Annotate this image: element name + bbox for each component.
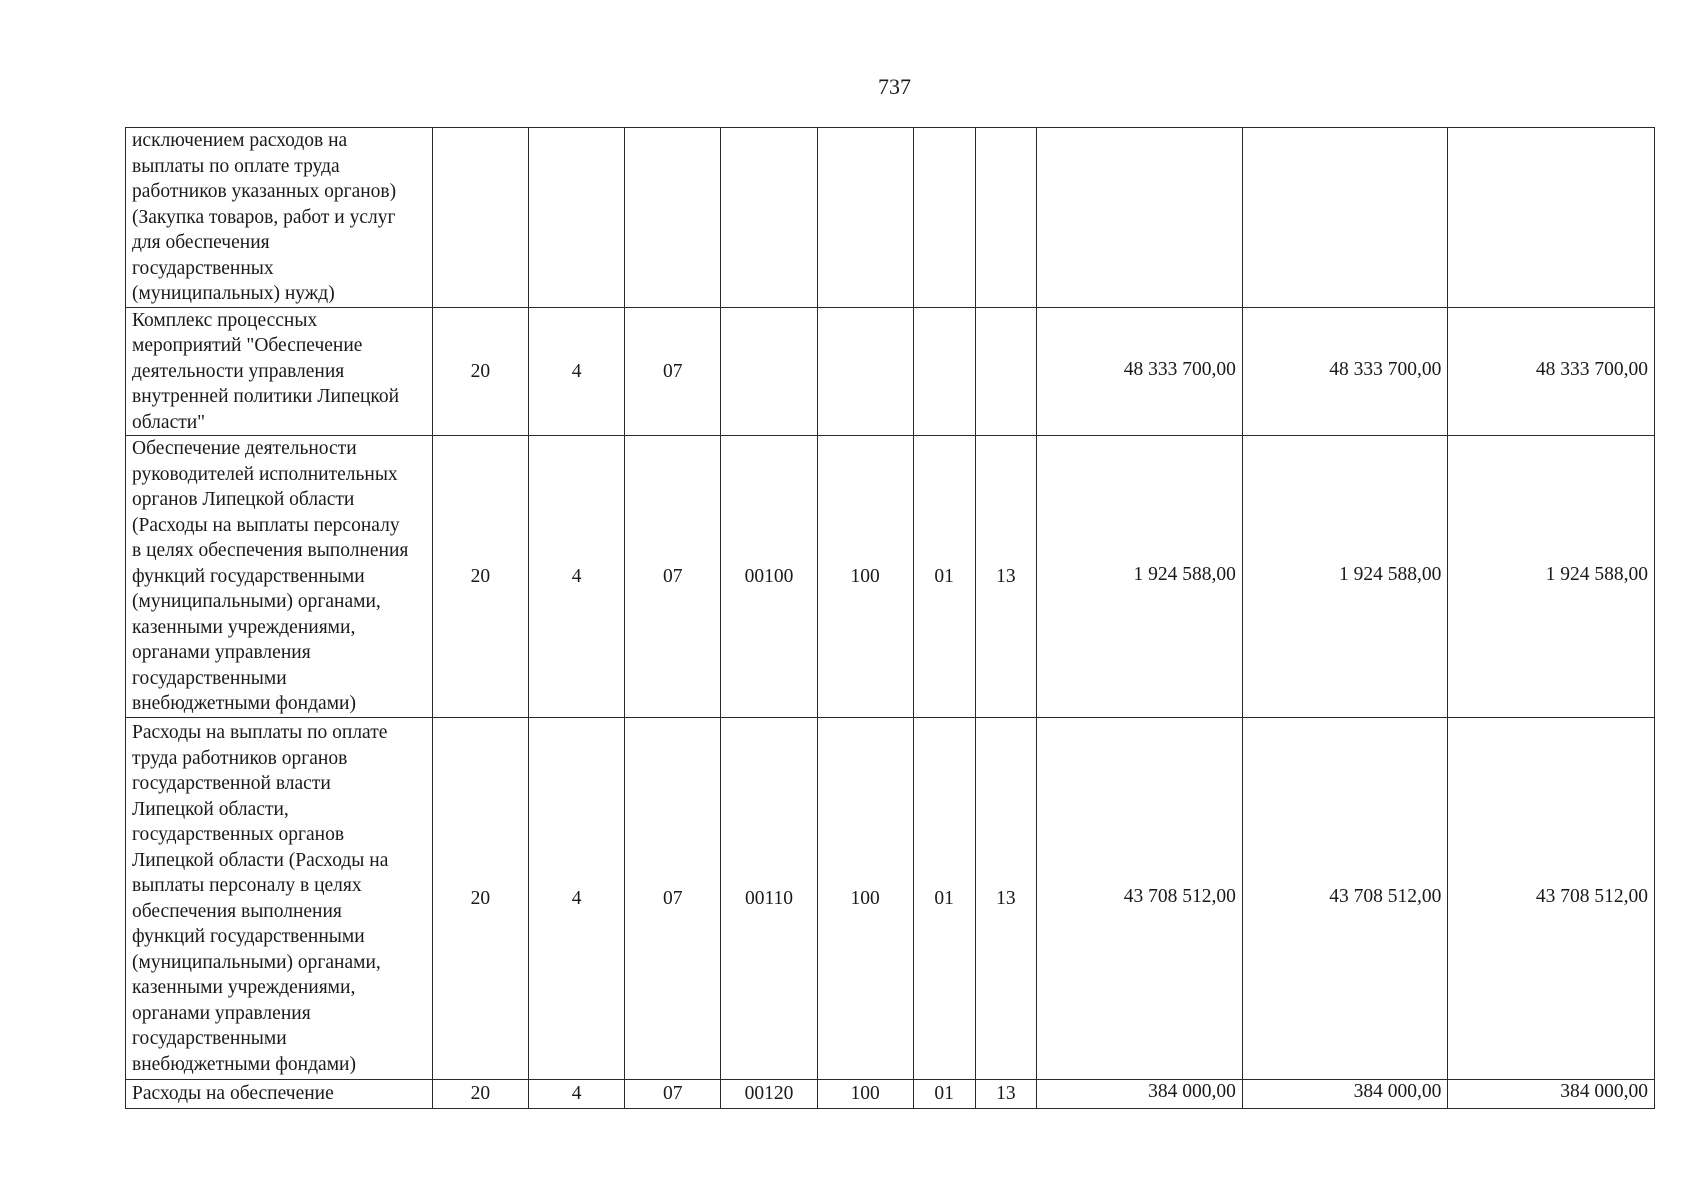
description-line: Липецкой области (Расходы на	[132, 849, 389, 871]
row-description	[126, 436, 433, 718]
amount-year-3	[1448, 1080, 1655, 1109]
description-line: государственных	[132, 257, 274, 279]
description-line: Расходы на выплаты по оплате	[132, 722, 388, 743]
description-line: Обеспечение деятельности	[132, 438, 357, 460]
code-gp: 20	[432, 307, 528, 436]
amount-year-3	[1448, 128, 1655, 308]
description-line: казенными учреждениями,	[132, 616, 356, 638]
description-line: деятельности управления	[132, 360, 345, 382]
amount-year-1	[1037, 1080, 1243, 1109]
code-direction	[721, 307, 817, 436]
row-description	[126, 307, 433, 436]
description-line: казенными учреждениями,	[132, 977, 356, 998]
code-section: 01	[913, 718, 975, 1080]
amount-value: 384 000,00	[1353, 1081, 1442, 1103]
amount-value: 1 924 588,00	[1133, 563, 1236, 585]
code-expense-type: 100	[817, 718, 913, 1080]
description-line: выплаты по оплате труда	[132, 155, 340, 177]
code-subprogram: 4	[529, 718, 625, 1080]
amount-year-1	[1037, 436, 1243, 718]
description-line: обеспечения выполнения	[132, 900, 342, 922]
amount-value: 1 924 588,00	[1545, 563, 1648, 585]
amount-year-2	[1242, 436, 1448, 718]
amount-year-3	[1448, 718, 1655, 1080]
description-line: (муниципальных) нужд)	[132, 283, 335, 304]
description-line: государственной власти	[132, 773, 331, 794]
amount-value: 43 708 512,00	[1329, 885, 1442, 907]
amount-year-2	[1242, 1080, 1448, 1109]
description-line: внебюджетными фондами)	[132, 693, 356, 715]
code-gp	[432, 128, 528, 308]
amount-year-1	[1037, 128, 1243, 308]
code-subprogram: 4	[529, 307, 625, 436]
description-line: Липецкой области,	[132, 798, 289, 820]
code-element: 07	[625, 1080, 721, 1109]
description-line: (муниципальными) органами,	[132, 951, 381, 973]
table-row	[126, 718, 1655, 1080]
description-line: (муниципальными) органами,	[132, 591, 381, 613]
description-line: государственных органов	[132, 824, 345, 845]
code-element: 07	[625, 718, 721, 1080]
amount-year-1	[1037, 307, 1243, 436]
code-gp: 20	[432, 1080, 528, 1109]
description-line: органов Липецкой области	[132, 489, 355, 511]
code-gp: 20	[432, 436, 528, 718]
code-gp: 20	[432, 718, 528, 1080]
code-subsection	[975, 307, 1037, 436]
amount-value: 1 924 588,00	[1339, 563, 1442, 585]
description-line: внутренней политики Липецкой	[132, 386, 400, 407]
page-number: 737	[878, 74, 911, 99]
budget-table	[125, 127, 1655, 1109]
amount-year-1	[1037, 718, 1243, 1080]
row-description	[126, 128, 433, 308]
code-subsection: 13	[975, 718, 1037, 1080]
amount-year-3	[1448, 307, 1655, 436]
amount-year-3	[1448, 436, 1655, 718]
code-subsection	[975, 128, 1037, 308]
description-line: органами управления	[132, 1002, 311, 1024]
description-line: исключением расходов на	[132, 130, 348, 151]
description-line: государственными	[132, 667, 287, 689]
code-subsection: 13	[975, 436, 1037, 718]
code-direction: 00100	[721, 436, 817, 718]
description-line: функций государственными	[132, 565, 365, 587]
description-line: Комплекс процессных	[132, 309, 318, 331]
amount-value: 48 333 700,00	[1535, 358, 1648, 380]
row-description	[126, 718, 433, 1080]
amount-year-2	[1242, 128, 1448, 308]
code-section: 01	[913, 436, 975, 718]
code-expense-type	[817, 307, 913, 436]
description-line: руководителей исполнительных	[132, 463, 398, 485]
table-row	[126, 307, 1655, 436]
table-row	[126, 1080, 1655, 1109]
description-line: мероприятий "Обеспечение	[132, 335, 363, 356]
code-element	[625, 128, 721, 308]
code-section: 01	[913, 1080, 975, 1109]
code-direction: 00110	[721, 718, 817, 1080]
amount-value: 384 000,00	[1560, 1081, 1648, 1103]
amount-year-2	[1242, 718, 1448, 1080]
table-row	[126, 128, 1655, 308]
amount-value: 43 708 512,00	[1123, 885, 1236, 907]
code-expense-type: 100	[817, 1080, 913, 1109]
amount-value: 48 333 700,00	[1329, 358, 1442, 380]
description-line: работников указанных органов)	[132, 181, 397, 202]
description-line: выплаты персоналу в целях	[132, 875, 362, 896]
code-subprogram	[529, 128, 625, 308]
description-line: функций государственными	[132, 926, 365, 947]
code-expense-type	[817, 128, 913, 308]
description-line: труда работников органов	[132, 747, 348, 769]
description-line: (Закупка товаров, работ и услуг	[132, 206, 396, 228]
description-line: органами управления	[132, 642, 311, 664]
description-line: (Расходы на выплаты персоналу	[132, 514, 400, 536]
code-expense-type: 100	[817, 436, 913, 718]
code-element: 07	[625, 307, 721, 436]
code-element: 07	[625, 436, 721, 718]
code-section	[913, 307, 975, 436]
code-subprogram: 4	[529, 436, 625, 718]
description-line: Расходы на обеспечение	[132, 1083, 334, 1105]
description-line: области"	[132, 411, 206, 433]
description-line: для обеспечения	[132, 232, 270, 253]
table-row	[126, 436, 1655, 718]
code-subsection: 13	[975, 1080, 1037, 1109]
description-line: в целях обеспечения выполнения	[132, 540, 409, 562]
code-subprogram: 4	[529, 1080, 625, 1109]
table-body	[126, 128, 1655, 1109]
amount-value: 43 708 512,00	[1535, 885, 1648, 907]
code-section	[913, 128, 975, 308]
row-description	[126, 1080, 433, 1109]
code-direction	[721, 128, 817, 308]
code-direction: 00120	[721, 1080, 817, 1109]
amount-value: 48 333 700,00	[1123, 358, 1236, 380]
description-line: государственными	[132, 1028, 287, 1049]
amount-year-2	[1242, 307, 1448, 436]
amount-value: 384 000,00	[1148, 1081, 1236, 1103]
description-line: внебюджетными фондами)	[132, 1053, 356, 1075]
